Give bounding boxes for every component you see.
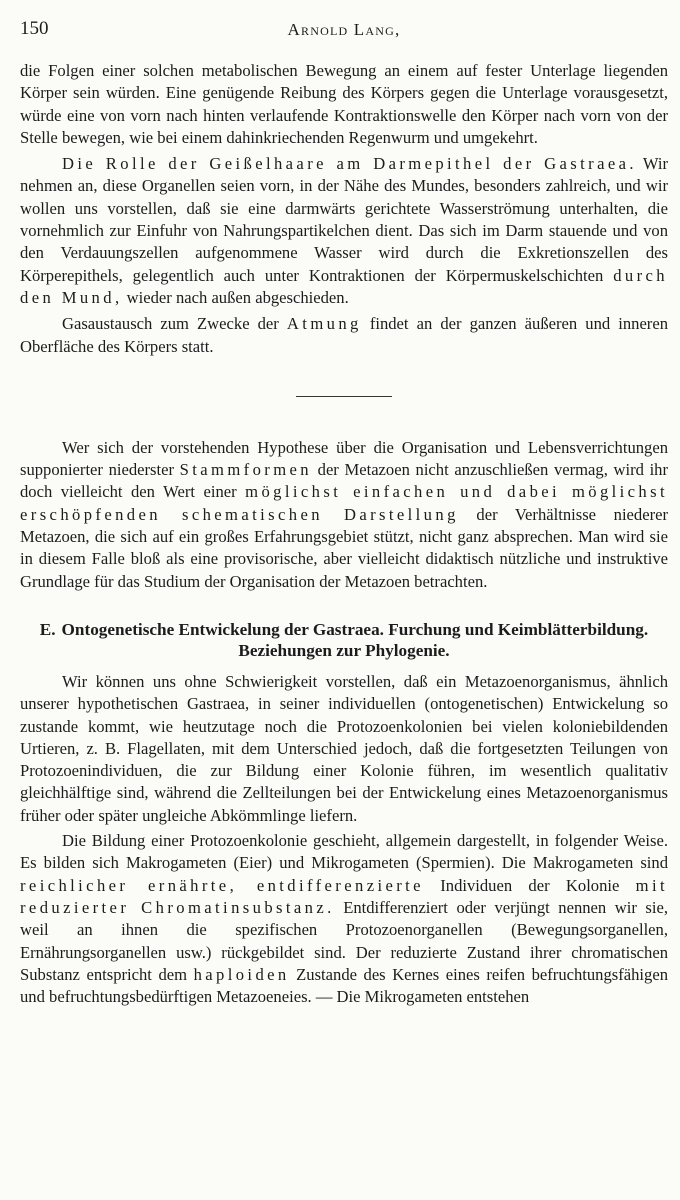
paragraph-text: Individuen der Kolonie [440, 875, 620, 895]
spaced-emphasis: reichlicher ernährte, entdifferenzierte [20, 875, 424, 895]
spaced-emphasis: Stammformen [179, 460, 312, 480]
paragraph-ontogenese [20, 671, 668, 827]
paragraph-protozoenkolonie [20, 830, 668, 1008]
spaced-emphasis: mit reduzierter Chromatinsubstanz. [20, 875, 668, 917]
spaced-emphasis: Die Rolle der Geißelhaare am Darmepithel der Gastraea. [62, 154, 637, 174]
paragraph-text: wieder nach außen abgeschieden. [126, 287, 349, 307]
paragraph-text: Wer sich der vorstehenden Hypothese über die Organisation und Lebensverrichtungen supponierter niederster [20, 437, 668, 480]
paragraph-text: die Folgen einer solchen metabolischen Bewegung an einem auf fester Unterlage liegenden Körper sein würden. Eine genügende Reibung des Körpers gegen die Unterlage vorausgesetzt, würde eine von vorn nach hinten verlaufende Kontraktionswelle den Körper nach vorn von der Stelle bewegen, wie bei einem dahinkriechenden Regenwurm und umgekehrt. [20, 61, 668, 147]
spaced-emphasis: möglichst einfachen und dabei möglichst erschöpfenden schematischen Darstellung [20, 482, 668, 524]
paragraph-text: Zustande des Kernes eines reifen befruchtungsfähigen und befruchtungsbedürftigen Metazoeneies. — Die Mikrogameten entstehen [20, 964, 668, 1007]
spaced-emphasis: Atmung [286, 314, 362, 334]
section-letter: E. [39, 619, 56, 639]
section-title: Ontogenetische Entwickelung der Gastraea. Furchung und Keimblätterbildung. Beziehungen zur Phylogenie. [61, 619, 649, 660]
running-title: Arnold Lang, [287, 20, 401, 39]
paragraph-hypothese [20, 437, 668, 593]
paragraph-text: findet an der ganzen äußeren und inneren Oberfläche des Körpers statt. [20, 314, 668, 356]
paragraph-text: Wir können uns ohne Schwierigkeit vorstellen, daß ein Metazoenorganismus, ähnlich unserer hypothetischen Gastraea, in seiner individuellen (ontogenetischen) Entwickelung so zustande kommt, wie heutzutage noch die Protozoenkolonien bei vielen koloniebildenden Urtieren, z. B. Flagellaten, mit dem Unterschied jedoch, daß die fortgesetzten Teilungen von Protozoenindividuen, die zur Bildung einer Kolonie führen, im wesentlich qualitativ gleichhälftige sind, während die Zellteilungen bei der Entwickelung eines Metazoenorganismus früher oder später ungleiche Abkömmlinge liefern. [20, 671, 668, 825]
paragraph-text: der Verhältnisse niederer Metazoen, die sich auf ein großes Erfahrungsgebiet stützt, nicht ganz absprechen. Man wird sie in diesem Falle bloß als eine provisorische, aber vielleicht didaktisch nützliche und instruktive Grundlage für das Studium der Organisation der Metazoen betrachten. [20, 504, 668, 591]
page-number: 150 [20, 18, 49, 39]
paragraph-text: Gasaustausch zum Zwecke der [62, 314, 279, 334]
spaced-emphasis: durch den Mund, [20, 265, 668, 307]
spaced-emphasis: haploiden [193, 964, 290, 984]
section-heading [20, 619, 668, 661]
page-body [20, 60, 668, 1008]
paragraph-text: Entdifferenziert oder verjüngt nennen wir sie, weil an ihnen die spezifischen Protozoenorganellen (Bewegungsorganellen, Ernährungsorganellen usw.) rückgebildet sind. Der reduzierte Zustand ihrer chromatischen Substanz entspricht dem [20, 897, 668, 984]
paragraph-text: der Metazoen nicht anzuschließen vermag, wird ihr doch vielleicht den Wert einer [20, 460, 668, 502]
paragraph-atmung [20, 313, 668, 358]
section-divider [296, 396, 392, 397]
paragraph-text: Die Bildung einer Protozoenkolonie geschieht, allgemein dargestellt, in folgender Weise. Es bilden sich Makrogameten (Eier) und Mikrogameten (Spermien). Die Makrogameten sind [20, 831, 668, 873]
running-head [20, 18, 668, 42]
paragraph-text: Wir nehmen an, diese Organellen seien vorn, in der Nähe des Mundes, besonders zahlreich, und wir wollen uns vorstellen, daß sie eine darmwärts gerichtete Wasserströmung unterhalten, die vornehmlich zur Einfuhr von Nahrungspartikelchen dient. Das sich im Darm stauende und von den Verdauungszellen aufgenommene Wasser wird durch die Exkretionszellen des Körperepithels, gelegentlich auch unter Kontraktionen der Körpermuskelschichten [20, 154, 668, 285]
paragraph-continuation [20, 60, 668, 149]
paragraph-geisselhaare [20, 153, 668, 309]
